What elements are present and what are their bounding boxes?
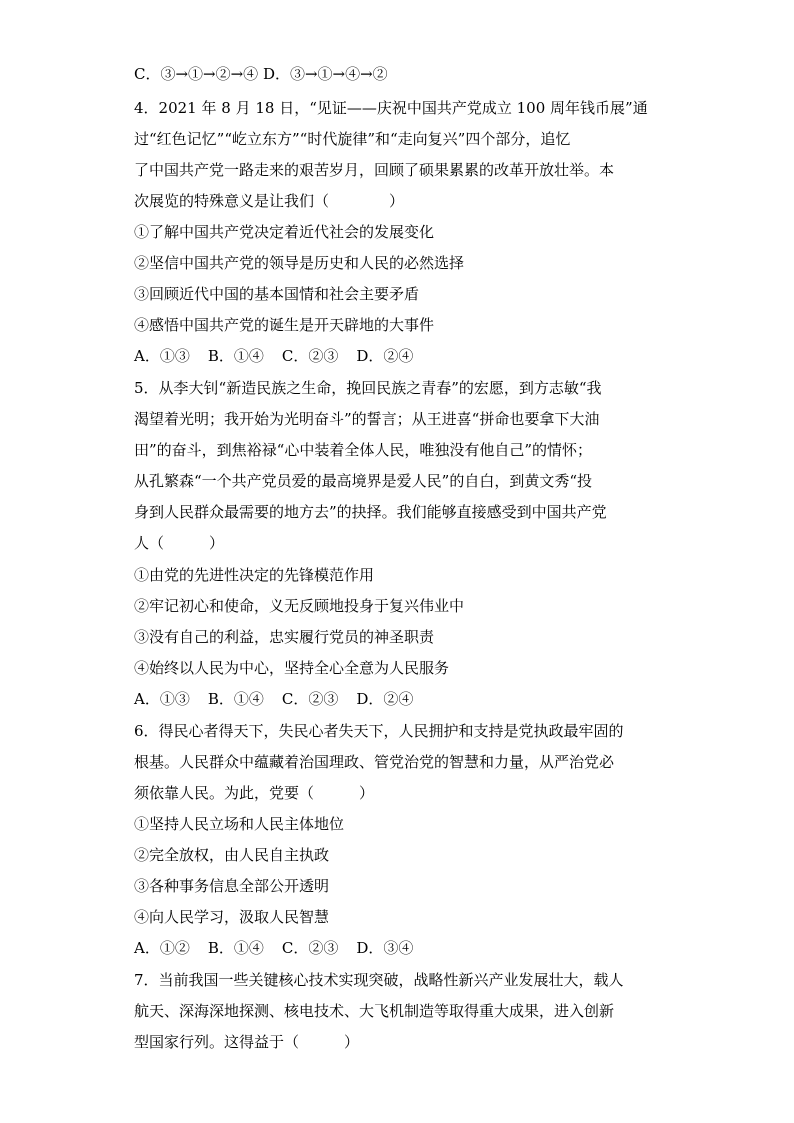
q6-statement: ④向人民学习，汲取人民智慧 [134, 908, 330, 926]
q4-options [134, 346, 413, 366]
option-d: D．②④ [356, 347, 414, 365]
option-b: B．①④ [207, 939, 264, 957]
q6-statement: ③各种事务信息全部公开透明 [134, 877, 330, 895]
option-d: D．③④ [356, 939, 414, 957]
q6-stem-line: 根基。人民群众中蕴藏着治国理政、管党治党的智慧和力量，从严治党必 [134, 753, 615, 771]
q5-options [134, 689, 413, 709]
q4-statement: ④感悟中国共产党的诞生是开天辟地的大事件 [134, 316, 435, 334]
q4-stem-line: 过“红色记忆”“屹立东方”“时代旋律”和“走向复兴”四个部分，追忆 [134, 130, 571, 148]
q5-stem-line: 田”的奋斗，到焦裕禄“心中装着全体人民，唯独没有他自己”的情怀； [134, 441, 593, 459]
q4-stem-line: 次展览的特殊意义是让我们（ ） [134, 192, 405, 210]
option-c: C．②③ [281, 690, 339, 708]
q6-statement: ①坚持人民立场和人民主体地位 [134, 815, 345, 833]
q7-stem-line: 航天、深海深地探测、核电技术、大飞机制造等取得重大成果，进入创新 [134, 1002, 615, 1020]
option-a: A．①② [134, 939, 190, 957]
q5-stem-line: 身到人民群众最需要的地方去”的抉择。我们能够直接感受到中国共产党 [134, 503, 607, 521]
option-a: A．①③ [134, 690, 190, 708]
q6-options [134, 938, 413, 958]
q6-stem-line: 须依靠人民。为此，党要（ ） [134, 784, 375, 802]
option-c: C．②③ [281, 347, 339, 365]
q5-statement: ①由党的先进性决定的先锋模范作用 [134, 566, 375, 584]
q5-statement: ④始终以人民为中心，坚持全心全意为人民服务 [134, 659, 450, 677]
q5-stem-line: 从孔繁森“一个共产党员爱的最高境界是爱人民”的自白，到黄文秀“投 [134, 472, 593, 490]
option-b: B．①④ [207, 347, 264, 365]
q7-stem-line: 7．当前我国一些关键核心技术实现突破，战略性新兴产业发展壮大，载人 [134, 971, 624, 989]
option-a: A．①③ [134, 347, 190, 365]
q3-options-cd: C．③→①→②→④ D．③→①→④→② [134, 65, 388, 83]
option-d: D．②④ [356, 690, 414, 708]
q6-stem-line: 6．得民心者得天下，失民心者失天下，人民拥护和支持是党执政最牢固的 [134, 722, 624, 740]
q4-stem-line: 了中国共产党一路走来的艰苦岁月，回顾了硕果累累的改革开放壮举。本 [134, 161, 615, 179]
q4-statement: ③回顾近代中国的基本国情和社会主要矛盾 [134, 285, 420, 303]
q7-stem-line: 型国家行列。这得益于（ ） [134, 1033, 360, 1051]
q5-statement: ③没有自己的利益，忠实履行党员的神圣职责 [134, 628, 435, 646]
q5-statement: ②牢记初心和使命，义无反顾地投身于复兴伟业中 [134, 597, 465, 615]
q4-statement: ②坚信中国共产党的领导是历史和人民的必然选择 [134, 254, 465, 272]
q5-stem-line: 人（ ） [134, 534, 225, 552]
option-c: C．②③ [281, 939, 339, 957]
q4-stem-line: 4．2021 年 8 月 18 日，“见证——庆祝中国共产党成立 100 周年钱币展”通 [134, 99, 648, 117]
q4-statement: ①了解中国共产党决定着近代社会的发展变化 [134, 223, 435, 241]
q5-stem-line: 渴望着光明；我开始为光明奋斗”的誓言；从王进喜“拼命也要拿下大油 [134, 410, 600, 428]
q6-statement: ②完全放权，由人民自主执政 [134, 846, 330, 864]
option-b: B．①④ [207, 690, 264, 708]
q5-stem-line: 5．从李大钊“新造民族之生命，挽回民族之青春”的宏愿，到方志敏“我 [134, 379, 602, 397]
